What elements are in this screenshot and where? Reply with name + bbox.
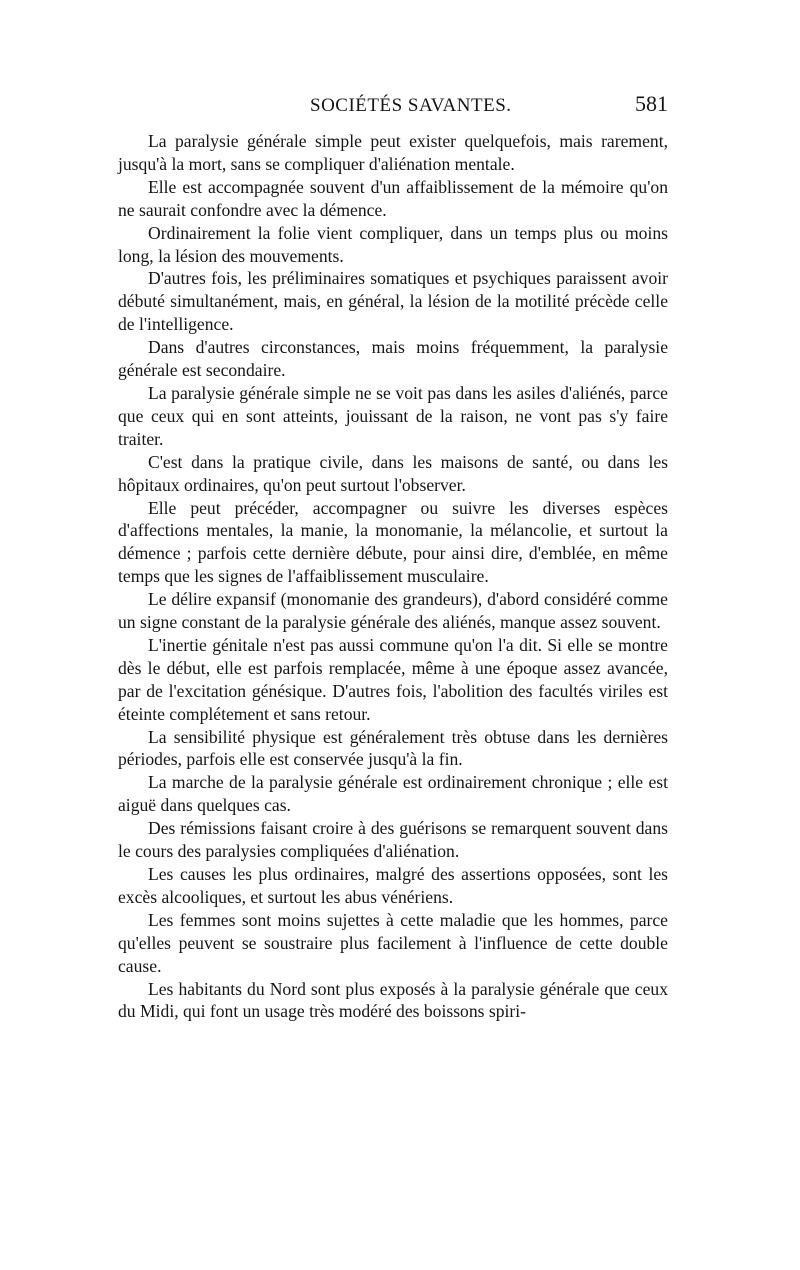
paragraph: D'autres fois, les préliminaires somatiques et psychiques paraissent avoir débuté simultanément, mais, en général, la lésion de la motilité précède celle de l'intelligence.: [118, 268, 668, 335]
paragraph: La sensibilité physique est généralement très obtuse dans les dernières périodes, parfois elle est conservée jusqu'à la fin.: [118, 726, 668, 770]
paragraph: L'inertie génitale n'est pas aussi commune qu'on l'a dit. Si elle se montre dès le début, elle est parfois remplacée, même à une époque assez avancée, par de l'excitation génésique. D'autres fois, l'abolition des facultés viriles est éteinte complétement et sans retour.: [118, 634, 668, 724]
paragraph: Elle peut précéder, accompagner ou suivre les diverses espèces d'affections mentales, la manie, la monomanie, la mélancolie, et surtout la démence ; parfois cette dernière débute, pour ainsi dire, d'emblée, en même temps que les signes de l'affaiblissement musculaire.: [118, 497, 668, 587]
paragraph: Les habitants du Nord sont plus exposés à la paralysie générale que ceux du Midi, qui font un usage très modéré des boissons spiri-: [118, 978, 668, 1022]
running-title: SOCIÉTÉS SAVANTES.: [310, 95, 512, 116]
paragraph: Le délire expansif (monomanie des grandeurs), d'abord considéré comme un signe constant de la paralysie générale des aliénés, manque assez souvent.: [118, 589, 668, 633]
page-number: 581: [635, 91, 668, 116]
paragraph: La paralysie générale simple ne se voit pas dans les asiles d'aliénés, parce que ceux qui en sont atteints, jouissant de la raison, ne vont pas s'y faire traiter.: [118, 382, 668, 449]
paragraph: Ordinairement la folie vient compliquer, dans un temps plus ou moins long, la lésion des mouvements.: [118, 222, 668, 266]
paragraph: La paralysie générale simple peut exister quelquefois, mais rarement, jusqu'à la mort, sans se compliquer d'aliénation mentale.: [118, 131, 668, 174]
page-body: [118, 130, 668, 1023]
paragraph: Les femmes sont moins sujettes à cette maladie que les hommes, parce qu'elles peuvent se soustraire plus facilement à l'influence de cette double cause.: [118, 909, 668, 976]
paragraph: Des rémissions faisant croire à des guérisons se remarquent souvent dans le cours des paralysies compliquées d'aliénation.: [118, 818, 668, 862]
page-header: [118, 91, 668, 125]
paragraph: Dans d'autres circonstances, mais moins fréquemment, la paralysie générale est secondaire.: [118, 337, 668, 381]
paragraph: C'est dans la pratique civile, dans les maisons de santé, ou dans les hôpitaux ordinaires, qu'on peut surtout l'observer.: [118, 451, 668, 495]
paragraph: La marche de la paralysie générale est ordinairement chronique ; elle est aiguë dans quelques cas.: [118, 772, 668, 816]
paragraph: Elle est accompagnée souvent d'un affaiblissement de la mémoire qu'on ne saurait confondre avec la démence.: [118, 176, 668, 220]
paragraph: Les causes les plus ordinaires, malgré des assertions opposées, sont les excès alcooliques, et surtout les abus vénériens.: [118, 864, 668, 907]
